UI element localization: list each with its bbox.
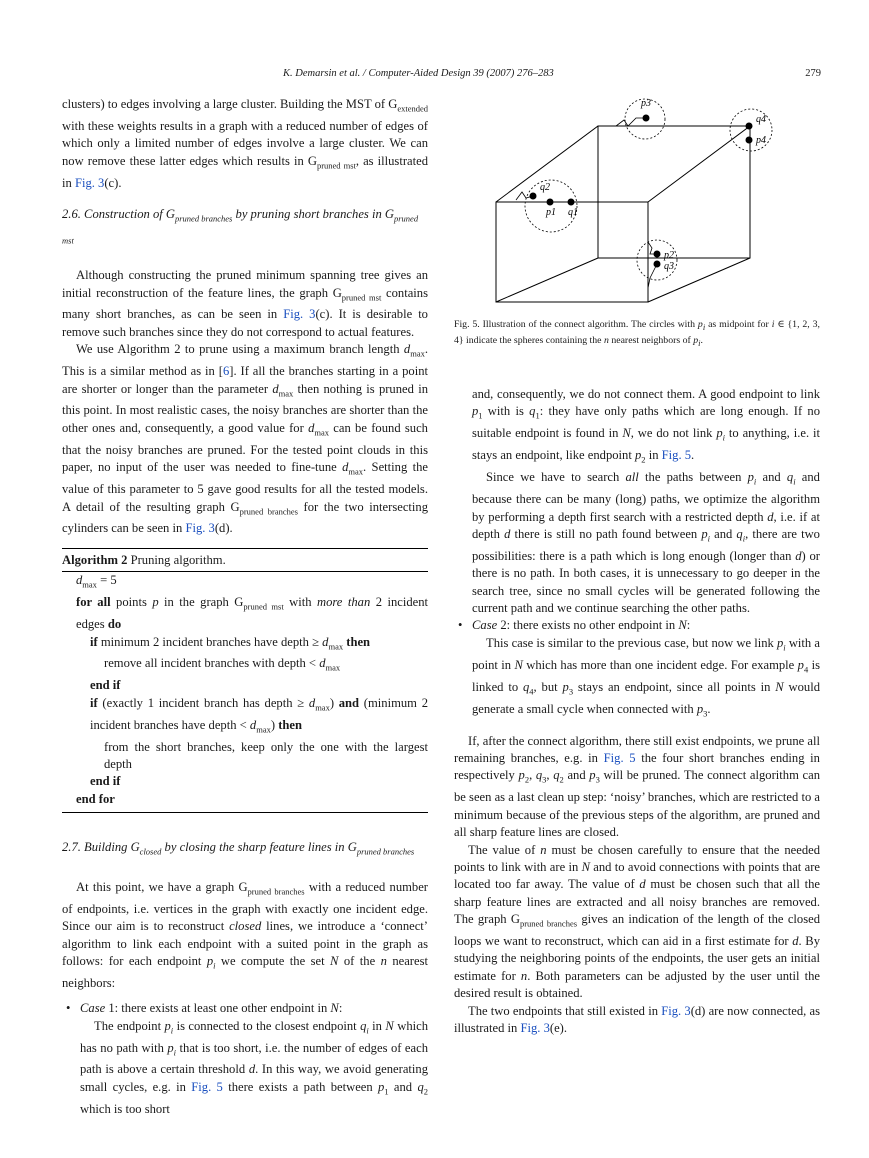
label-q1: q1 xyxy=(568,207,578,218)
paragraph-after-connect: If, after the connect algorithm, there still exist endpoints, we prune all remaining branches, e.g. in Fig. 5 the four short branches ending in respectively $p_2$, $q_3$, $q_2$ and $p_3$ will be pruned. The connect algorithm can be seen as a last clean up step: ‘noisy’ branches, which are restricted to a minimum because of the previous steps of the algorithm, are pruned and all sharp feature lines are closed. xyxy=(454,733,821,840)
case-1-item: • Case 1: there exists at least one other endpoint in N: The endpoint $p_i$ is connected to the closest endpoint $q_i$ in N which has no path with $p_i$ that is too short, i.e. the number of edges of each path is above a certain threshold d. In this way, we avoid generating small cycles, e.g. in Fig. 5 there exists a path between $p_1$ and $q_2$ which is too short xyxy=(62,1000,428,1118)
case-1-continued xyxy=(454,386,820,617)
algorithm-line: if (exactly 1 incident branch has depth ≥ $d_{max}$) and (minimum 2 incident branches have depth < $d_{max}$) then xyxy=(90,695,428,735)
fig3-link[interactable]: Fig. 3 xyxy=(74,175,105,190)
header-citation: K. Demarsin et al. / Computer-Aided Design 39 (2007) 276–283 xyxy=(283,68,554,79)
label-q3: q3 xyxy=(664,261,674,272)
fig3-link[interactable]: Fig. 3 xyxy=(520,1021,550,1036)
algorithm-line: end if xyxy=(90,774,121,789)
algorithm-line: $d_{max} = 5$ xyxy=(76,573,117,590)
fig3-link[interactable]: Fig. 3 xyxy=(283,307,316,322)
label-q4: q4 xyxy=(756,114,766,125)
paragraph-last: The two endpoints that still existed in Fig. 3(d) are now connected, as illustrated in Fig. 3(e). xyxy=(454,1003,820,1036)
label-p4: p4 xyxy=(756,135,766,146)
fig3-link[interactable]: Fig. 3 xyxy=(661,1003,691,1018)
section-2-7-heading: 2.7. Building $G_{closed}$ by closing the sharp feature lines in $G_{pruned branches}$ xyxy=(62,840,415,857)
point-p1 xyxy=(547,199,554,206)
algorithm-line: end for xyxy=(76,791,115,806)
algorithm-line: from the short branches, keep only the one with the largest depth xyxy=(104,739,428,772)
case-1-text: The endpoint $p_i$ is connected to the closest endpoint $q_i$ in N which has no path with $p_i$ that is too short, i.e. the number of edges of each path is above a certain threshold d. In this way, we avoid generating small cycles, e.g. in Fig. 5 there exists a path between $p_1$ and $q_2$ which is too short xyxy=(80,1018,429,1116)
case-1-heading: Case 1: there exists at least one other endpoint in N: xyxy=(80,1001,343,1016)
algorithm-line: remove all incident branches with depth < $d_{max}$ xyxy=(104,656,341,673)
paragraph-2-7-a: At this point, we have a graph $G_{pruned branches}$ with a reduced number of endpoints, i.e. vertices in the graph with exactly one incident edge. Since our aim is to reconstruct closed lines, we introduce a ‘connect’ algorithm to link each endpoint with a suited point in the graph as follows: for each endpoint $p_i$ we compute the set N of the n nearest neighbors: xyxy=(62,879,429,990)
fig5-link[interactable]: Fig. 5 xyxy=(191,1079,223,1094)
figure-5-diagram xyxy=(466,92,786,307)
case-2-text: This case is similar to the previous case, but now we link $p_i$ with a point in N which has more than one incident edge. For example $p_4$ is linked to $q_4$, but $p_3$ stays an endpoint, since all points in N would generate a small cycle when connected with $p_3$. xyxy=(472,635,821,719)
point-q4 xyxy=(746,123,753,130)
label-p3: p3 xyxy=(641,98,651,109)
case-2-item: • Case 2: there exists no other endpoint in N: This case is similar to the previous case, but now we link $p_i$ with a point in N which has more than one incident edge. For example $p_4$ is linked to $q_4$, but $p_3$ stays an endpoint, since all points in N would generate a small cycle when connected with $p_3$. xyxy=(454,617,820,722)
section-2-6-heading: 2.6. Construction of $G_{pruned branches}$ by pruning short branches in $G_{pruned mst}$ xyxy=(62,207,419,246)
right-column xyxy=(454,386,820,1037)
algorithm-2 xyxy=(62,548,428,813)
point-p4 xyxy=(746,137,753,144)
paragraph-2-6-b: We use Algorithm 2 to prune using a maximum branch length $d_{max}$. This is a similar method as in [6]. If all the branches starting in a point are shorter or longer than the parameter $d_{max}$ then nothing is pruned in this point. In most realistic cases, the noisy branches are shorter than the other ones and, consequently, a good value for $d_{max}$ can be found such that the noisy branches are pruned. For the tested point clouds in this paper, no input of the user was needed to fine-tune $d_{max}$. Setting the value of this parameter to 5 gave good results for all the tested models. A detail of the resulting graph $G_{pruned branches}$ for the two intersecting cylinders can be seen in Fig. 3(d). xyxy=(62,342,429,536)
case-1-depth-text: Since we have to search all the paths between $p_i$ and $q_i$ and because there can be many (long) paths, we optimize the algorithm by performing a depth first search with a restricted depth d, i.e. if at depth d there is still no path found between $p_i$ and $q_i$, there are two possibilities: there is a path which is long enough (longer than d) or there is no path. In both cases, it is unnecessary to go deeper in the search tree, since no small cycles will be generated following the current path and we continue searching the other paths. xyxy=(472,470,821,616)
ref-6-link[interactable]: 6 xyxy=(222,364,230,379)
paragraph-parameters: The value of n must be chosen carefully to ensure that the needed points to link with are in N and to avoid connections with points that are located too far away. The value of d must be chosen such that all the sharp feature lines are extracted and all noisy branches are removed. The graph $G_{pruned branches}$ gives an indication of the length of the closed loops we want to reconstruct, which can aid in a first estimate for d. By studying the neighboring points of the endpoints, the user gets an initial estimate for n. Both parameters can be adjusted by the user until the desired result is obtained. xyxy=(454,842,821,1001)
algorithm-line: for all points p in the graph $G_{pruned mst}$ with more than 2 incident edges do xyxy=(76,595,429,632)
algorithm-title: Algorithm 2 Pruning algorithm. xyxy=(62,549,428,572)
case-2-heading: Case 2: there exists no other endpoint in N: xyxy=(472,618,691,633)
figure-5-caption: Fig. 5. Illustration of the connect algorithm. The circles with $p_i$ as midpoint for i ∈ {1, 2, 3, 4} indicate the spheres containing the n nearest neighbors of $p_i$. xyxy=(454,319,820,348)
case-1-continued-text: and, consequently, we do not connect them. A good endpoint to link $p_1$ with is $q_1$: they have only paths which are long enough. If no suitable endpoint is found in N, we do not link $p_i$ to anything, i.e. it stays an endpoint, like endpoint $p_2$ in Fig. 5. xyxy=(472,387,820,465)
point-q1 xyxy=(568,199,575,206)
left-column xyxy=(62,96,428,1118)
fig3-link[interactable]: Fig. 3 xyxy=(185,521,215,536)
paragraph-2-6-a: Although constructing the pruned minimum spanning tree gives an initial reconstruction of the feature lines, the graph $G_{pruned mst}$ contains many short branches, as can be seen in Fig. 3(c). It is desirable to remove such branches since they do not correspond to actual features. xyxy=(62,268,428,339)
paragraph-intro: clusters) to edges involving a large cluster. Building the MST of $G_{extended}$ with these weights results in a graph with a reduced number of edges of which only a limited number of edges involve a large cluster. We can now remove these latter edges which results in $G_{pruned mst}$, as illustrated in Fig. 3(c). xyxy=(62,97,429,190)
fig5-link[interactable]: Fig. 5 xyxy=(661,448,692,463)
label-q2: q2 xyxy=(540,182,550,193)
page-number: 279 xyxy=(805,68,821,79)
label-p1: p1 xyxy=(546,207,556,218)
label-p2: p2 xyxy=(664,250,674,261)
algorithm-line: end if xyxy=(90,678,121,693)
fig5-link[interactable]: Fig. 5 xyxy=(603,750,636,765)
algorithm-line: if minimum 2 incident branches have depth ≥ $d_{max}$ then xyxy=(90,634,371,652)
